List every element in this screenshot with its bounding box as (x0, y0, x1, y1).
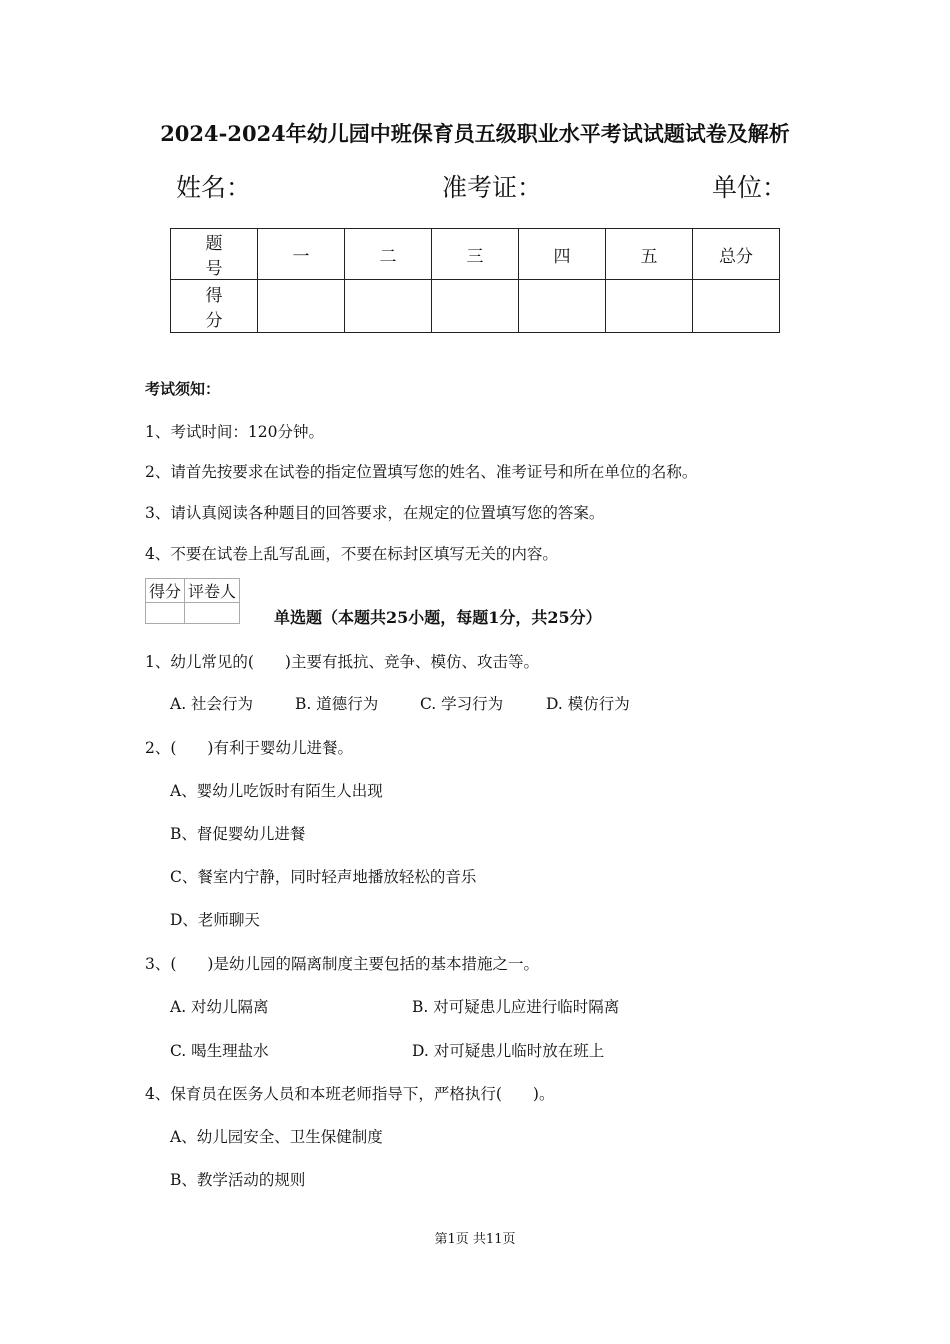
score-column-4: 四 (519, 229, 606, 280)
notice-item: 2、请首先按要求在试卷的指定位置填写您的姓名、准考证号和所在单位的名称。 (145, 463, 698, 481)
option: C、餐室内宁静，同时轻声地播放轻松的音乐 (170, 868, 477, 886)
question-stem: 2、( )有利于婴幼儿进餐。 (145, 739, 353, 757)
option: C. 喝生理盐水 (170, 1042, 269, 1060)
score-table-header-row (171, 229, 780, 280)
name-field-label: 姓名： (176, 173, 252, 202)
option: B. 对可疑患儿应进行临时隔离 (412, 998, 620, 1016)
score-column-1: 一 (258, 229, 345, 280)
option: B、督促婴幼儿进餐 (170, 825, 306, 843)
grader-name-cell (185, 603, 240, 624)
score-cell (345, 280, 432, 333)
option: A. 对幼儿隔离 (170, 998, 269, 1016)
score-cell (432, 280, 519, 333)
score-cell (606, 280, 693, 333)
score-column-2: 二 (345, 229, 432, 280)
grader-score-cell (146, 603, 185, 624)
option: A、幼儿园安全、卫生保健制度 (170, 1128, 383, 1146)
notice-item: 4、不要在试卷上乱写乱画，不要在标封区填写无关的内容。 (145, 545, 558, 563)
score-table (170, 228, 780, 333)
option: A. 社会行为 (170, 695, 254, 713)
notice-heading: 考试须知： (145, 380, 221, 398)
unit-field-label: 单位： (712, 173, 788, 202)
page-footer: 第1页 共11页 (434, 1232, 516, 1247)
question-number-label: 题 号 (171, 229, 258, 280)
score-cell (693, 280, 780, 333)
document-title: 2024-2024年幼儿园中班保育员五级职业水平考试试题试卷及解析 (160, 121, 790, 146)
notice-item: 3、请认真阅读各种题目的回答要求，在规定的位置填写您的答案。 (145, 504, 605, 522)
option: C. 学习行为 (420, 695, 504, 713)
notice-item: 1、考试时间：120分钟。 (145, 423, 324, 441)
score-column-3: 三 (432, 229, 519, 280)
score-table-score-row (171, 280, 780, 333)
option: A、婴幼儿吃饭时有陌生人出现 (170, 782, 383, 800)
question-stem: 4、保育员在医务人员和本班老师指导下，严格执行( )。 (145, 1085, 555, 1103)
exam-number-field-label: 准考证： (442, 173, 543, 202)
grader-name-label: 评卷人 (185, 579, 240, 603)
score-column-total: 总分 (693, 229, 780, 280)
option: D、老师聊天 (170, 911, 260, 929)
question-stem: 1、幼儿常见的( )主要有抵抗、竞争、模仿、攻击等。 (145, 653, 539, 671)
option: B. 道德行为 (295, 695, 379, 713)
score-column-5: 五 (606, 229, 693, 280)
option: D. 模仿行为 (546, 695, 630, 713)
grader-score-label: 得分 (146, 579, 185, 603)
option: B、教学活动的规则 (170, 1171, 306, 1189)
score-cell (519, 280, 606, 333)
option: D. 对可疑患儿临时放在班上 (412, 1042, 605, 1060)
score-cell (258, 280, 345, 333)
question-stem: 3、( )是幼儿园的隔离制度主要包括的基本措施之一。 (145, 955, 539, 973)
section-title: 单选题（本题共25小题，每题1分，共25分） (274, 608, 602, 627)
grader-box (145, 578, 240, 624)
score-label: 得 分 (171, 280, 258, 333)
